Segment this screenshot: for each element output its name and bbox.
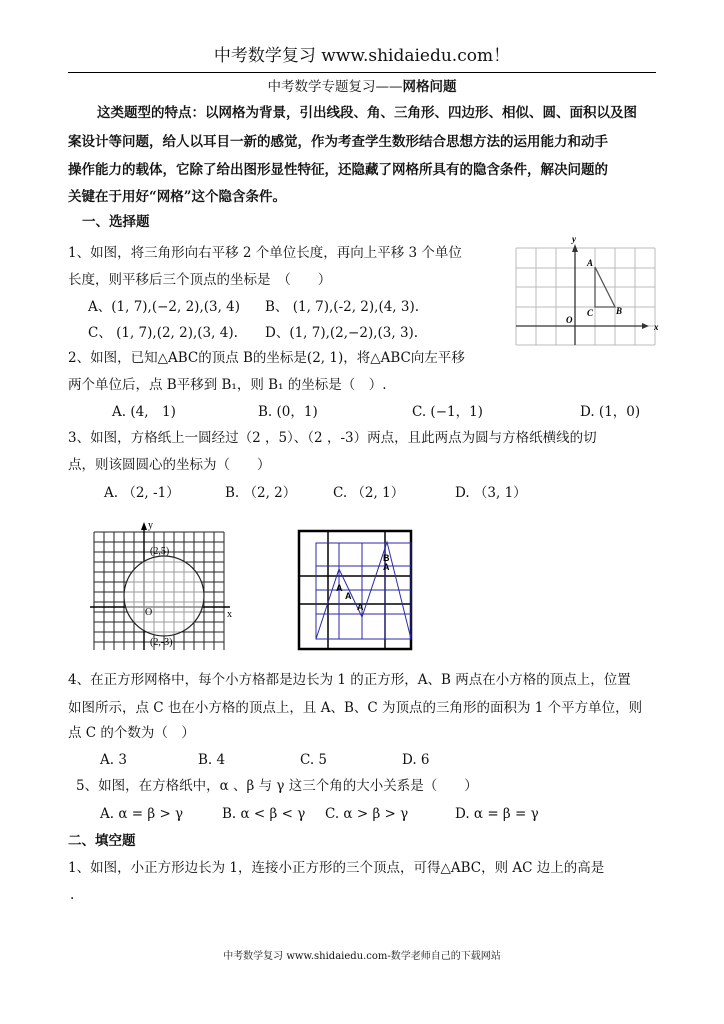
fill-q1-text: . [70, 887, 75, 903]
q1-text: 长度，则平移后三个顶点的坐标是 （ ） [68, 272, 332, 288]
q2-option-a: A. (4, 1) [112, 404, 176, 420]
section-heading: 二、填空题 [68, 833, 136, 849]
q1-text: 1、如图，将三角形向右平移 2 个单位长度，再向上平移 3 个单位 [68, 245, 462, 261]
angle-grid-figure [296, 528, 416, 654]
label-a: A [336, 583, 343, 593]
intro-line: 案设计等问题，给人以耳目一新的感觉，作为考查学生数形结合思想方法的运用能力和动手 [68, 134, 608, 150]
y-axis-label: y [148, 520, 153, 531]
point-label-bottom: (2,-3) [150, 637, 173, 648]
q2-option-b: B. (0，1) [258, 404, 318, 420]
page-header: 中考数学复习 www.shidaiedu.com！ [213, 46, 511, 66]
q3-text: 3、如图，方格纸上一圆经过（2 ，5）、（2 ，-3）两点，且此两点为圆与方格纸横线的切 [68, 430, 597, 446]
q3-option-c: C. （2, 1） [333, 485, 405, 501]
label-a: A [357, 602, 364, 612]
point-a-label: A [587, 258, 594, 268]
q1-option-d: D、(1, 7),(2,−2),(3, 3). [265, 325, 419, 341]
q4-option-c: C. 5 [300, 752, 328, 768]
q5-option-b: B. α < β < γ [222, 806, 306, 822]
label-a: A [383, 562, 390, 572]
q3-option-d: D. （3, 1） [455, 485, 527, 501]
q4-option-a: A. 3 [100, 752, 127, 768]
fill-q1-text: 1、如图，小正方形边长为 1，连接小正方形的三个顶点，可得△ABC，则 AC 边上的高是 [68, 860, 605, 876]
q3-option-b: B. （2, 2） [225, 485, 297, 501]
q5-option-d: D. α = β = γ [455, 806, 539, 822]
x-axis-label: x [654, 322, 659, 332]
section-heading: 一、选择题 [82, 214, 150, 230]
q2-option-c: C. (−1，1) [412, 404, 483, 420]
q3-option-a: A. （2, -1） [104, 485, 180, 501]
q4-text: 4、在正方形网格中，每个小方格都是边长为 1 的正方形，A、B 两点在小方格的顶点上，位置 [68, 672, 631, 688]
q4-text: 点 C 的个数为（ ） [68, 725, 195, 741]
q2-text: 2、如图，已知△ABC的顶点 B的坐标是(2, 1)，将△ABC向左平移 [68, 350, 465, 366]
origin-label: O [145, 607, 153, 618]
doc-title [0, 78, 724, 96]
origin-label: O [566, 315, 573, 325]
q5-option-a: A. α = β > γ [100, 806, 184, 822]
q1-option-a: A、(1, 7),(−2, 2),(3, 4) [88, 299, 241, 315]
title-prefix: 中考数学专题复习—— [267, 79, 403, 95]
intro-line: 操作能力的载体，它除了给出图形显性特征，还隐藏了网格所具有的隐含条件，解决问题的 [68, 162, 608, 178]
q4-text: 如图所示，点 C 也在小方格的顶点上，且 A、B、C 为顶点的三角形的面积为 1 个平方单位，则 [68, 700, 643, 716]
q4-option-d: D. 6 [402, 752, 430, 768]
q5-text: 5、如图，在方格纸中，α 、β 与 γ 这三个角的大小关系是（ ） [76, 778, 478, 794]
label-a: A [345, 591, 352, 601]
x-axis-label: x [227, 609, 232, 620]
circle-grid-figure [90, 518, 240, 653]
intro-line: 关键在于用好“网格”这个隐含条件。 [68, 189, 287, 205]
q1-option-c: C、 (1, 7),(2, 2),(3, 4). [88, 325, 238, 341]
title-bold: 网格问题 [402, 79, 457, 95]
point-c-label: C [587, 308, 594, 318]
q5-option-c: C. α > β > γ [325, 806, 409, 822]
q1-figure [510, 232, 660, 350]
y-axis-label: y [572, 234, 576, 244]
q2-option-d: D. (1，0) [580, 404, 641, 420]
intro-line: 这类题型的特点：以网格为背景，引出线段、角、三角形、四边形、相似、圆、面积以及图 [97, 105, 637, 121]
point-label-top: (2,5) [150, 546, 170, 557]
page-footer: 中考数学复习 www.shidaiedu.com-数学老师自己的下载网站 [223, 951, 501, 962]
q4-option-b: B. 4 [198, 752, 226, 768]
q1-option-b: B、 (1, 7),(-2, 2),(4, 3). [265, 299, 420, 315]
label-b: B [383, 553, 390, 563]
q2-text: 两个单位后，点 B平移到 B₁，则 B₁ 的坐标是（ ）. [68, 377, 387, 393]
q3-text: 点，则该圆圆心的坐标为（ ） [68, 457, 271, 473]
header-rule [68, 72, 656, 73]
point-b-label: B [616, 306, 623, 316]
